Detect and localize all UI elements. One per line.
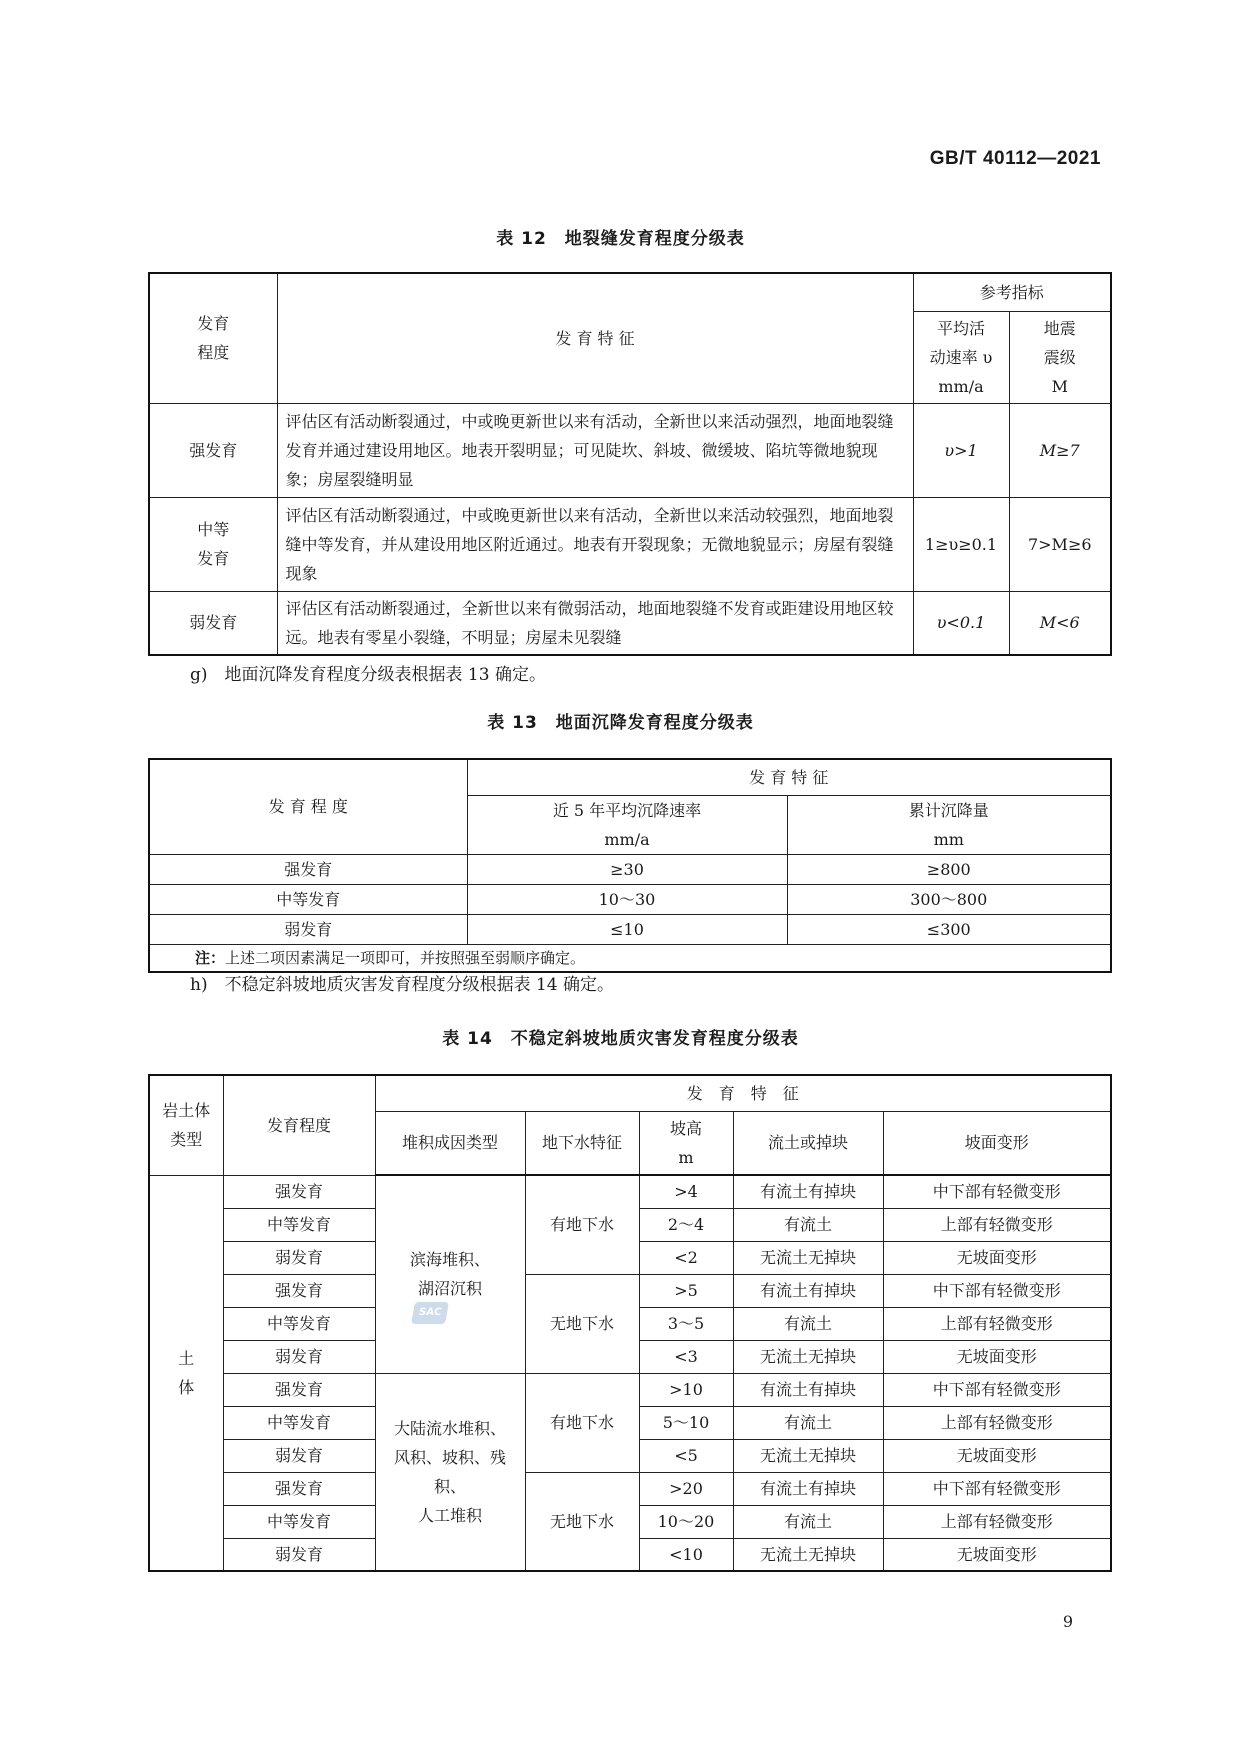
t14-flow: 无流土无掉块 [733, 1439, 883, 1472]
t13-total: ≤300 [787, 914, 1111, 944]
table-row [149, 854, 1111, 884]
t14-degree: 强发育 [223, 1274, 375, 1307]
t14-height: >5 [639, 1274, 733, 1307]
t14-origin-2: 大陆流水堆积、 风积、坡积、残积、 人工堆积 [375, 1373, 525, 1571]
t12-features: 评估区有活动断裂通过，中或晚更新世以来有活动，全新世以来活动强烈，地面地裂缝发育并通过建设用地区。地表开裂明显；可见陡坎、斜坡、微缓坡、陷坑等微地貌现象；房屋裂缝明显 [277, 403, 913, 497]
t13-note [149, 944, 1111, 972]
t13-degree: 弱发育 [149, 914, 467, 944]
t14-deform: 上部有轻微变形 [883, 1208, 1111, 1241]
page-number: 9 [1062, 1612, 1073, 1631]
t14-deform: 无坡面变形 [883, 1241, 1111, 1274]
table-row [149, 1175, 1111, 1208]
t14-header-groundwater: 地下水特征 [525, 1111, 639, 1175]
t14-flow: 有流土 [733, 1208, 883, 1241]
t14-deform: 上部有轻微变形 [883, 1307, 1111, 1340]
t14-degree: 弱发育 [223, 1241, 375, 1274]
table12 [148, 272, 1112, 656]
standard-code: GB/T 40112—2021 [929, 148, 1101, 169]
t14-deform: 无坡面变形 [883, 1340, 1111, 1373]
t14-header-degree: 发育程度 [223, 1075, 375, 1175]
table12-caption: 表 12 地裂缝发育程度分级表 [496, 229, 745, 249]
t13-note-label: 注： [195, 948, 226, 967]
t14-flow: 有流土 [733, 1307, 883, 1340]
t12-degree: 弱发育 [149, 591, 277, 655]
t14-height: 10～20 [639, 1505, 733, 1538]
t14-groundwater: 有地下水 [525, 1175, 639, 1274]
t14-deform: 中下部有轻微变形 [883, 1373, 1111, 1406]
t14-flow: 有流土 [733, 1505, 883, 1538]
t14-header-features: 发 育 特 征 [375, 1075, 1111, 1111]
t14-deform: 中下部有轻微变形 [883, 1175, 1111, 1208]
t14-header-flow: 流土或掉块 [733, 1111, 883, 1175]
t14-height: <5 [639, 1439, 733, 1472]
t14-degree: 弱发育 [223, 1340, 375, 1373]
table14-caption: 表 14 不稳定斜坡地质灾害发育程度分级表 [442, 1029, 799, 1049]
t13-header-total-unit: mm [933, 829, 964, 849]
t14-header-height: 坡高 m [639, 1111, 733, 1175]
t13-note-text: 上述二项因素满足一项即可，并按照强至弱顺序确定。 [225, 948, 586, 967]
t14-groundwater: 无地下水 [525, 1274, 639, 1373]
t12-rate: υ<0.1 [913, 591, 1009, 655]
t12-header-degree: 发育 程度 [149, 273, 277, 403]
t12-degree: 中等 发育 [149, 497, 277, 591]
t14-degree: 弱发育 [223, 1439, 375, 1472]
t14-flow: 无流土无掉块 [733, 1241, 883, 1274]
t12-degree: 强发育 [149, 403, 277, 497]
table-row [149, 1274, 1111, 1307]
t14-flow: 无流土无掉块 [733, 1340, 883, 1373]
t14-height: 3～5 [639, 1307, 733, 1340]
t13-rate: 10～30 [467, 884, 787, 914]
t14-groundwater: 有地下水 [525, 1373, 639, 1472]
t14-flow: 有流土有掉块 [733, 1472, 883, 1505]
paragraph-g: g) 地面沉降发育程度分级表根据表 13 确定。 [190, 665, 546, 685]
t14-flow: 无流土无掉块 [733, 1538, 883, 1571]
t14-degree: 强发育 [223, 1373, 375, 1406]
table13 [148, 758, 1112, 973]
t13-header-total [787, 795, 1111, 854]
t13-header-features: 发 育 特 征 [467, 759, 1111, 795]
t12-rate: υ>1 [913, 403, 1009, 497]
table-row [149, 591, 1111, 655]
t14-height: <10 [639, 1538, 733, 1571]
table-row [149, 497, 1111, 591]
t14-height: >4 [639, 1175, 733, 1208]
t14-degree: 弱发育 [223, 1538, 375, 1571]
t14-height: 2～4 [639, 1208, 733, 1241]
t14-deform: 中下部有轻微变形 [883, 1274, 1111, 1307]
t14-height: 5～10 [639, 1406, 733, 1439]
t14-height: >20 [639, 1472, 733, 1505]
t14-header-origin: 堆积成因类型 [375, 1111, 525, 1175]
t14-deform: 上部有轻微变形 [883, 1505, 1111, 1538]
t14-deform: 无坡面变形 [883, 1439, 1111, 1472]
t12-magnitude: M<6 [1009, 591, 1111, 655]
t13-degree: 强发育 [149, 854, 467, 884]
t14-groundwater: 无地下水 [525, 1472, 639, 1571]
t13-header-total-label: 累计沉降量 [908, 800, 989, 820]
t13-header-rate [467, 795, 787, 854]
t13-total: ≥800 [787, 854, 1111, 884]
t12-rate: 1≥υ≥0.1 [913, 497, 1009, 591]
table-row [149, 1472, 1111, 1505]
t14-height: <3 [639, 1340, 733, 1373]
t12-magnitude: M≥7 [1009, 403, 1111, 497]
t14-degree: 强发育 [223, 1472, 375, 1505]
t12-header-reference: 参考指标 [913, 273, 1111, 311]
t14-header-rock-type: 岩土体 类型 [149, 1075, 223, 1175]
t14-degree: 中等发育 [223, 1406, 375, 1439]
table13-caption: 表 13 地面沉降发育程度分级表 [487, 713, 754, 733]
t14-flow: 有流土有掉块 [733, 1373, 883, 1406]
t14-degree: 中等发育 [223, 1307, 375, 1340]
t14-height: <2 [639, 1241, 733, 1274]
t14-deform: 中下部有轻微变形 [883, 1472, 1111, 1505]
t14-flow: 有流土 [733, 1406, 883, 1439]
t12-header-magnitude: 地震 震级 M [1009, 311, 1111, 403]
t14-degree: 中等发育 [223, 1505, 375, 1538]
t14-header-deform: 坡面变形 [883, 1111, 1111, 1175]
table14 [148, 1074, 1112, 1572]
table-row [149, 884, 1111, 914]
t14-origin-1: 滨海堆积、 湖沼沉积 [375, 1175, 525, 1373]
t13-rate: ≥30 [467, 854, 787, 884]
t14-deform: 上部有轻微变形 [883, 1406, 1111, 1439]
t14-flow: 有流土有掉块 [733, 1274, 883, 1307]
t14-deform: 无坡面变形 [883, 1538, 1111, 1571]
t12-header-features: 发 育 特 征 [277, 273, 913, 403]
t12-header-rate: 平均活 动速率 υ mm/a [913, 311, 1009, 403]
t14-degree: 中等发育 [223, 1208, 375, 1241]
t12-features: 评估区有活动断裂通过，全新世以来有微弱活动，地面地裂缝不发育或距建设用地区较远。地表有零星小裂缝，不明显；房屋未见裂缝 [277, 591, 913, 655]
table-row [149, 914, 1111, 944]
t12-features: 评估区有活动断裂通过，中或晚更新世以来有活动，全新世以来活动较强烈，地面地裂缝中等发育，并从建设用地区附近通过。地表有开裂现象；无微地貌显示；房屋有裂缝现象 [277, 497, 913, 591]
sac-watermark: SAC [411, 1302, 449, 1324]
paragraph-h: h) 不稳定斜坡地质灾害发育程度分级根据表 14 确定。 [190, 975, 615, 995]
t13-header-rate-unit: mm/a [604, 829, 650, 849]
table-row [149, 1373, 1111, 1406]
t14-degree: 强发育 [223, 1175, 375, 1208]
t13-header-degree: 发 育 程 度 [149, 759, 467, 854]
t14-flow: 有流土有掉块 [733, 1175, 883, 1208]
t14-rock-type: 土 体 [149, 1175, 223, 1571]
t13-header-rate-label: 近 5 年平均沉降速率 [552, 800, 702, 820]
t12-magnitude: 7>M≥6 [1009, 497, 1111, 591]
t13-rate: ≤10 [467, 914, 787, 944]
table-row [149, 403, 1111, 497]
t14-height: >10 [639, 1373, 733, 1406]
t13-degree: 中等发育 [149, 884, 467, 914]
t13-total: 300～800 [787, 884, 1111, 914]
